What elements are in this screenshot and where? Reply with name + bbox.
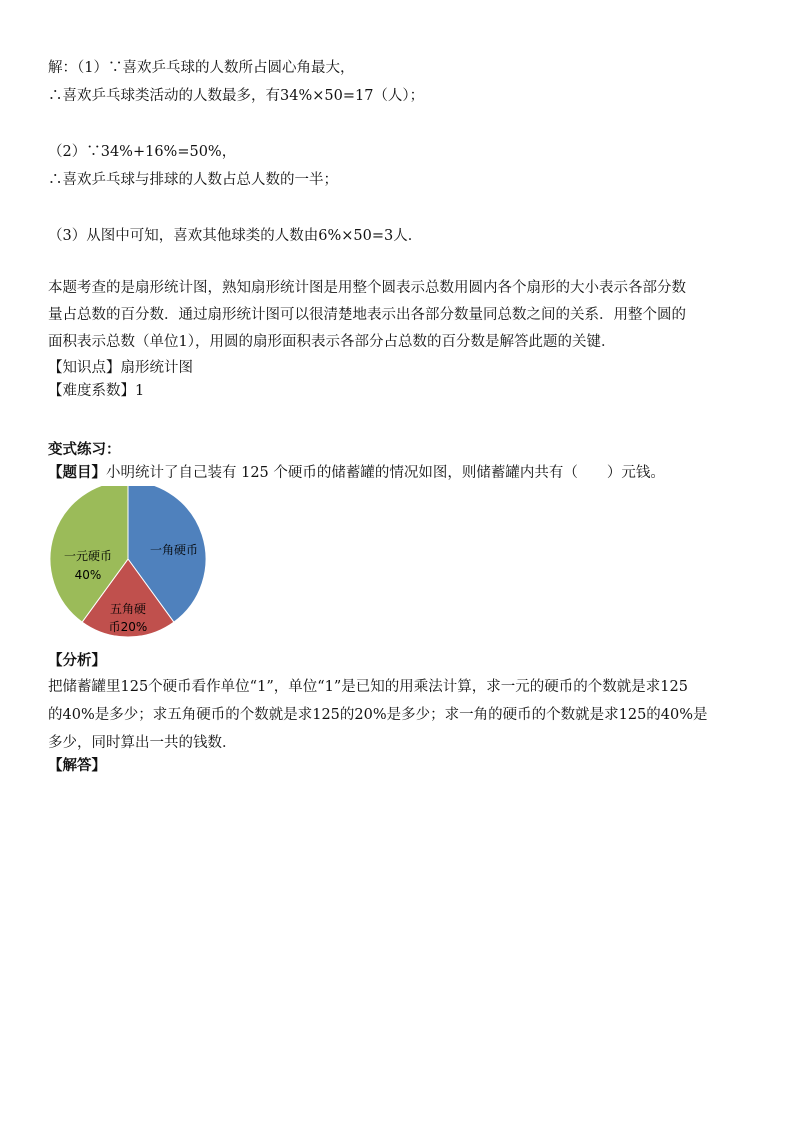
commentary-line-1: 本题考查的是扇形统计图，熟知扇形统计图是用整个圆表示总数用圆内各个扇形的大小表示各部分数 [48, 280, 686, 296]
variant-question [48, 463, 665, 483]
variant-heading: 变式练习： [48, 441, 121, 458]
analysis-heading: 【分析】 [48, 652, 106, 669]
question-tag: 【题目】 [48, 464, 106, 481]
analysis-line-1: 把储蓄罐里125个硬币看作单位“1”，单位“1”是已知的用乘法计算，求一元的硬币的个数就是求125 [48, 679, 688, 695]
difficulty: 【难度系数】1 [48, 383, 145, 399]
analysis-line-3: 多少，同时算出一共的钱数． [48, 735, 237, 751]
pie-label-five-jiao-line1: 五角硬 [109, 602, 147, 616]
solution-line-2: ∴喜欢乒乓球类活动的人数最多，有34%×50=17（人）； [48, 88, 425, 104]
pie-label-one-jiao: 一角硬币 [149, 543, 199, 557]
pie-label-five-jiao-line2: 币20% [108, 620, 148, 634]
knowledge-point: 【知识点】扇形统计图 [48, 360, 193, 376]
solution-line-1: 解：（1）∵喜欢乒乓球的人数所占圆心角最大， [48, 60, 355, 76]
commentary-line-2: 量占总数的百分数．通过扇形统计图可以很清楚地表示出各部分数量同总数之间的关系．用整个圆的 [48, 307, 686, 323]
solution-line-3: （2）∵34%+16%=50%， [48, 144, 237, 160]
pie-label-one-yuan: 一元硬币 [63, 549, 113, 563]
solution-line-4: ∴喜欢乒乓球与排球的人数占总人数的一半； [48, 172, 338, 188]
coin-pie-chart [48, 486, 218, 646]
analysis-line-2: 的40%是多少；求五角硬币的个数就是求125的20%是多少；求一角的硬币的个数就是求125的40%是 [48, 707, 708, 723]
pie-label-one-yuan-pct: 40% [74, 568, 102, 582]
commentary-line-3: 面积表示总数（单位1），用圆的扇形面积表示各部分占总数的百分数是解答此题的关键． [48, 334, 616, 350]
answer-heading: 【解答】 [48, 757, 106, 774]
solution-line-5: （3）从图中可知，喜欢其他球类的人数由6%×50=3人． [48, 228, 423, 244]
question-text: 小明统计了自己装有 125 个硬币的储蓄罐的情况如图，则储蓄罐内共有（ ）元钱。 [106, 465, 665, 481]
